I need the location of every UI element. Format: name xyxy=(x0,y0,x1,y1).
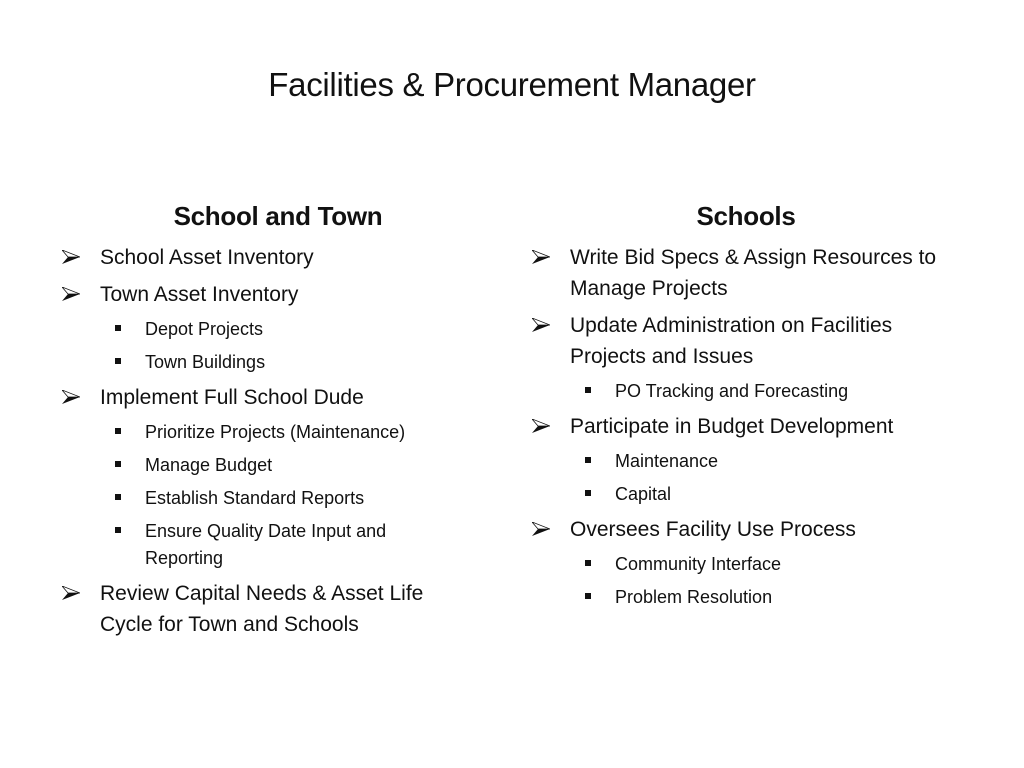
arrowhead-bullet-icon xyxy=(62,287,80,301)
square-bullet-icon xyxy=(585,490,591,496)
sub-bullet-item xyxy=(58,419,498,446)
sub-bullet-item xyxy=(528,551,958,578)
square-bullet-icon xyxy=(115,461,121,467)
bullet-item xyxy=(528,310,960,372)
sub-bullet-text: PO Tracking and Forecasting xyxy=(615,381,849,401)
sub-bullet-text: Manage Budget xyxy=(145,455,273,475)
bullet-item xyxy=(58,279,498,310)
bullet-text: Town Asset Inventory xyxy=(100,283,299,306)
arrowhead-bullet-icon xyxy=(532,250,550,264)
bullet-text: Oversees Facility Use Process xyxy=(570,518,856,541)
bullet-text: Implement Full School Dude xyxy=(100,386,364,409)
sub-bullet-item xyxy=(58,349,498,376)
right-column-heading: Schools xyxy=(696,201,796,231)
arrowhead-bullet-icon xyxy=(62,390,80,404)
square-bullet-icon xyxy=(585,560,591,566)
sub-bullet-item xyxy=(528,584,958,611)
sub-bullet-text: Capital xyxy=(615,484,672,504)
sub-bullet-item xyxy=(58,518,445,572)
square-bullet-icon xyxy=(585,593,591,599)
bullet-text: Update Administration on Facilities Projects and Issues xyxy=(570,314,893,368)
square-bullet-icon xyxy=(585,387,591,393)
bullet-item xyxy=(58,578,470,640)
arrowhead-bullet-icon xyxy=(62,586,80,600)
bullet-text: Participate in Budget Development xyxy=(570,415,894,438)
left-bullet-list xyxy=(58,242,498,640)
bullet-text: Review Capital Needs & Asset Life Cycle for Town and Schools xyxy=(100,582,424,636)
bullet-item xyxy=(528,411,958,442)
right-bullet-list xyxy=(528,242,958,611)
sub-bullet-item xyxy=(58,452,498,479)
sub-bullet-item xyxy=(528,481,958,508)
sub-bullet-text: Prioritize Projects (Maintenance) xyxy=(145,422,406,442)
bullet-text: Write Bid Specs & Assign Resources to Manage Projects xyxy=(570,246,937,300)
arrowhead-bullet-icon xyxy=(532,318,550,332)
arrowhead-bullet-icon xyxy=(532,419,550,433)
bullet-text: School Asset Inventory xyxy=(100,246,314,269)
square-bullet-icon xyxy=(115,325,121,331)
arrowhead-bullet-icon xyxy=(62,250,80,264)
sub-bullet-text: Establish Standard Reports xyxy=(145,488,365,508)
sub-bullet-item xyxy=(528,448,958,475)
sub-bullet-text: Depot Projects xyxy=(145,319,264,339)
sub-bullet-text: Community Interface xyxy=(615,554,782,574)
sub-bullet-item xyxy=(58,485,498,512)
square-bullet-icon xyxy=(585,457,591,463)
slide-title: Facilities & Procurement Manager xyxy=(268,66,756,103)
bullet-item xyxy=(528,514,958,545)
sub-bullet-text: Town Buildings xyxy=(145,352,266,372)
square-bullet-icon xyxy=(115,527,121,533)
square-bullet-icon xyxy=(115,494,121,500)
bullet-item xyxy=(58,382,498,413)
left-column xyxy=(58,196,498,640)
right-column xyxy=(528,196,958,611)
square-bullet-icon xyxy=(115,358,121,364)
sub-bullet-item xyxy=(58,316,498,343)
sub-bullet-text: Problem Resolution xyxy=(615,587,773,607)
left-column-heading: School and Town xyxy=(173,201,383,231)
arrowhead-bullet-icon xyxy=(532,522,550,536)
square-bullet-icon xyxy=(115,428,121,434)
sub-bullet-text: Ensure Quality Date Input and Reporting xyxy=(145,521,387,568)
bullet-item xyxy=(528,242,960,304)
sub-bullet-text: Maintenance xyxy=(615,451,719,471)
sub-bullet-item xyxy=(528,378,958,405)
bullet-item xyxy=(58,242,498,273)
